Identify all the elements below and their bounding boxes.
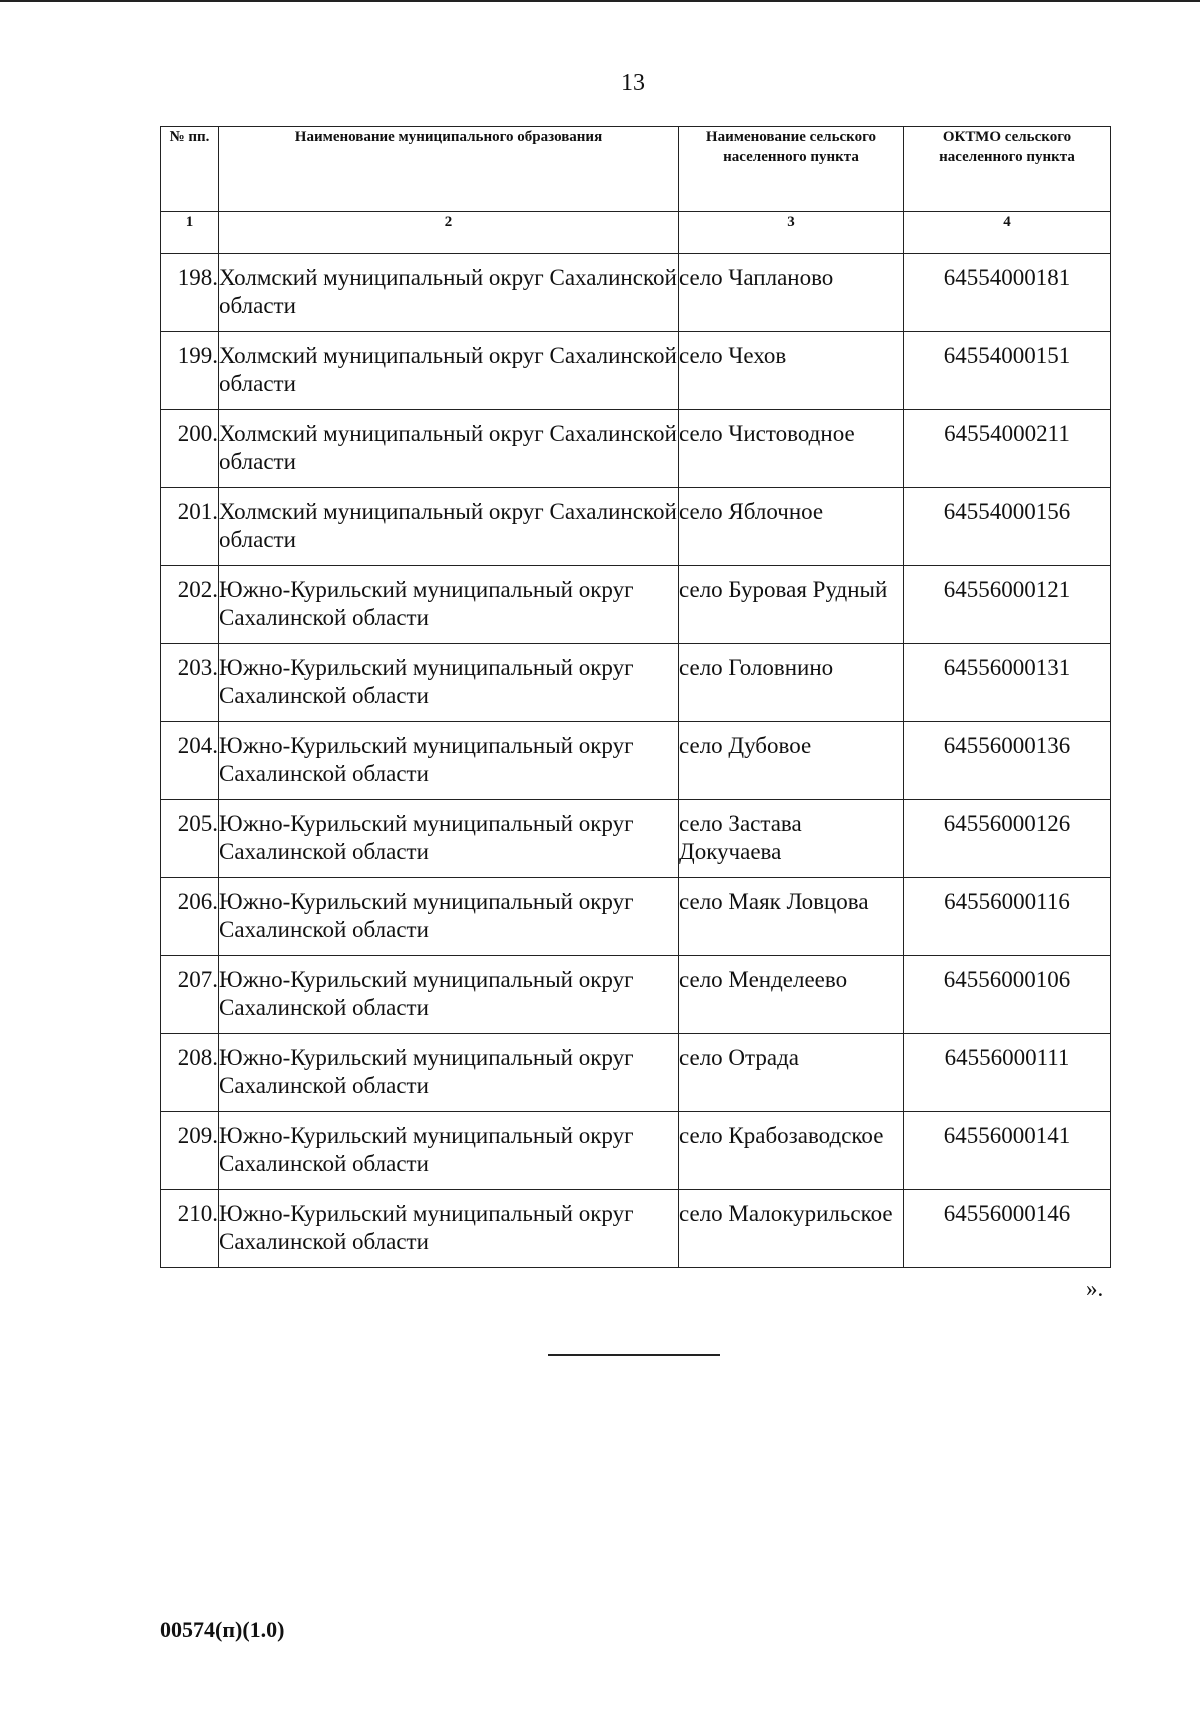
row-number: 203.	[161, 644, 219, 722]
municipality-name: Южно-Курильский муниципальный округ Сахалинской области	[219, 1190, 679, 1268]
table-row	[161, 800, 1111, 878]
row-number: 202.	[161, 566, 219, 644]
municipality-name: Холмский муниципальный округ Сахалинской области	[219, 254, 679, 332]
row-number: 200.	[161, 410, 219, 488]
settlement-name: село Буровая Рудный	[679, 566, 904, 644]
settlement-name: село Менделеево	[679, 956, 904, 1034]
settlement-name: село Чехов	[679, 332, 904, 410]
settlement-name: село Чистоводное	[679, 410, 904, 488]
header-municipality: Наименование муниципального образования	[219, 127, 679, 212]
table-row	[161, 332, 1111, 410]
table-row	[161, 254, 1111, 332]
municipality-name: Южно-Курильский муниципальный округ Сахалинской области	[219, 800, 679, 878]
page-number: 13	[621, 70, 645, 96]
oktmo-code: 64556000106	[904, 956, 1111, 1034]
oktmo-code: 64556000116	[904, 878, 1111, 956]
row-number: 209.	[161, 1112, 219, 1190]
column-number: 4	[904, 212, 1111, 254]
settlement-name: село Дубовое	[679, 722, 904, 800]
table-row	[161, 1034, 1111, 1112]
column-number-row	[161, 212, 1111, 254]
table-row	[161, 488, 1111, 566]
oktmo-code: 64556000146	[904, 1190, 1111, 1268]
table-row	[161, 1112, 1111, 1190]
municipality-name: Холмский муниципальный округ Сахалинской области	[219, 410, 679, 488]
settlement-name: село Чапланово	[679, 254, 904, 332]
row-number: 201.	[161, 488, 219, 566]
row-number: 199.	[161, 332, 219, 410]
municipality-name: Южно-Курильский муниципальный округ Сахалинской области	[219, 722, 679, 800]
oktmo-code: 64554000211	[904, 410, 1111, 488]
column-number: 3	[679, 212, 904, 254]
row-number: 205.	[161, 800, 219, 878]
municipality-name: Южно-Курильский муниципальный округ Сахалинской области	[219, 878, 679, 956]
row-number: 204.	[161, 722, 219, 800]
top-border-line	[0, 0, 1200, 2]
row-number: 207.	[161, 956, 219, 1034]
column-number: 2	[219, 212, 679, 254]
table-header-row	[161, 127, 1111, 212]
oktmo-code: 64556000126	[904, 800, 1111, 878]
row-number: 198.	[161, 254, 219, 332]
settlement-name: село Маяк Ловцова	[679, 878, 904, 956]
row-number: 210.	[161, 1190, 219, 1268]
settlement-name: село Отрада	[679, 1034, 904, 1112]
table-row	[161, 722, 1111, 800]
municipality-name: Южно-Курильский муниципальный округ Сахалинской области	[219, 1112, 679, 1190]
oktmo-code: 64554000151	[904, 332, 1111, 410]
settlement-name: село Застава Докучаева	[679, 800, 904, 878]
closing-quote: ».	[1086, 1276, 1104, 1301]
row-number: 206.	[161, 878, 219, 956]
oktmo-code: 64556000136	[904, 722, 1111, 800]
municipality-name: Южно-Курильский муниципальный округ Сахалинской области	[219, 1034, 679, 1112]
oktmo-code: 64554000156	[904, 488, 1111, 566]
municipality-name: Южно-Курильский муниципальный округ Сахалинской области	[219, 956, 679, 1034]
municipality-name: Южно-Курильский муниципальный округ Сахалинской области	[219, 566, 679, 644]
settlement-name: село Крабозаводское	[679, 1112, 904, 1190]
table-row	[161, 878, 1111, 956]
municipality-name: Холмский муниципальный округ Сахалинской области	[219, 332, 679, 410]
end-divider-line	[548, 1354, 720, 1356]
table-row	[161, 644, 1111, 722]
municipality-name: Холмский муниципальный округ Сахалинской области	[219, 488, 679, 566]
settlement-name: село Яблочное	[679, 488, 904, 566]
table-row	[161, 1190, 1111, 1268]
header-settlement: Наименование сельского населенного пункта	[679, 127, 904, 212]
settlement-name: село Головнино	[679, 644, 904, 722]
oktmo-code: 64556000141	[904, 1112, 1111, 1190]
oktmo-code: 64556000111	[904, 1034, 1111, 1112]
header-oktmo: ОКТМО сельского населенного пункта	[904, 127, 1111, 212]
settlements-table	[160, 126, 1111, 1268]
table-row	[161, 410, 1111, 488]
document-code: 00574(п)(1.0)	[160, 1617, 285, 1642]
table-row	[161, 956, 1111, 1034]
oktmo-code: 64556000131	[904, 644, 1111, 722]
oktmo-code: 64554000181	[904, 254, 1111, 332]
column-number: 1	[161, 212, 219, 254]
row-number: 208.	[161, 1034, 219, 1112]
municipality-name: Южно-Курильский муниципальный округ Сахалинской области	[219, 644, 679, 722]
oktmo-code: 64556000121	[904, 566, 1111, 644]
settlement-name: село Малокурильское	[679, 1190, 904, 1268]
header-number: № пп.	[161, 127, 219, 212]
table-row	[161, 566, 1111, 644]
